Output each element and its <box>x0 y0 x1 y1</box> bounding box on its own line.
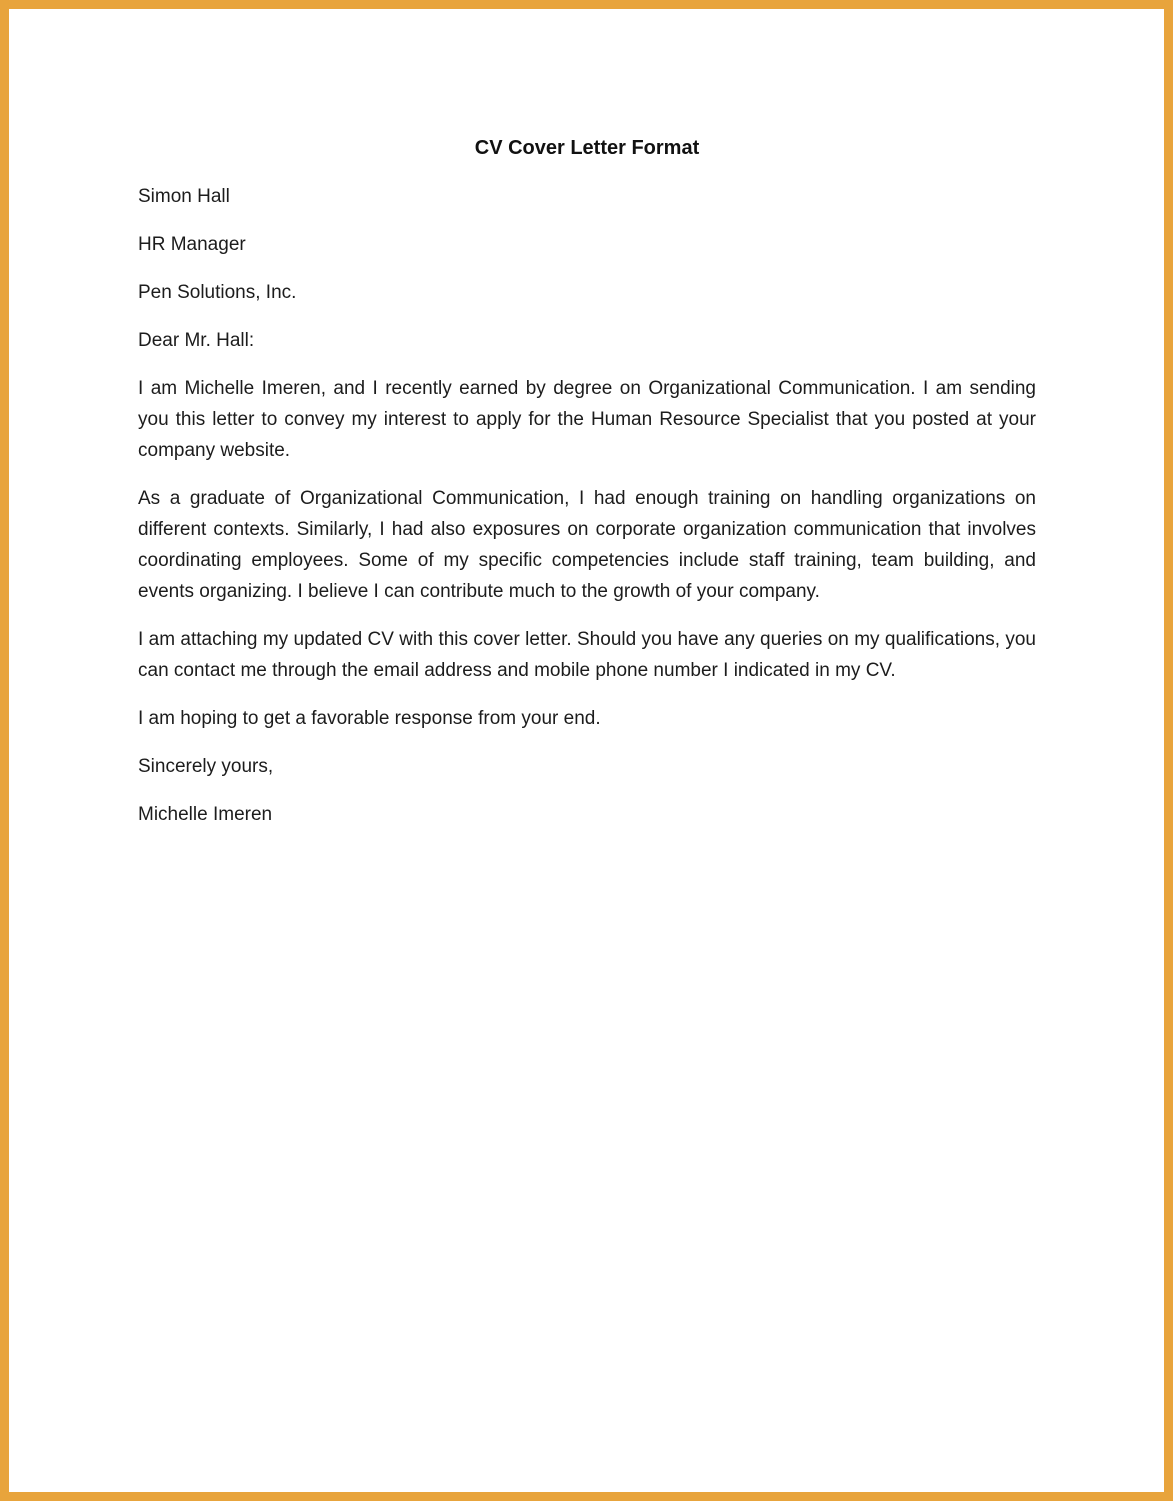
body-paragraph-qualifications: As a graduate of Organizational Communication, I had enough training on handling organizations on different contexts. Similarly, I had also exposures on corporate organization communication that involves coordinating employees. Some of my specific competencies include staff training, team building, and events organizing. I believe I can contribute much to the growth of your company. <box>138 488 1036 602</box>
letter-content <box>9 9 1164 830</box>
letter-title: CV Cover Letter Format <box>474 137 700 159</box>
recipient-position: HR Manager <box>138 234 246 255</box>
recipient-company: Pen Solutions, Inc. <box>138 282 297 303</box>
recipient-name: Simon Hall <box>138 186 230 207</box>
body-paragraph-attachment: I am attaching my updated CV with this cover letter. Should you have any queries on my qualifications, you can contact me through the email address and mobile phone number I indicated in my CV. <box>138 629 1036 681</box>
signature-name: Michelle Imeren <box>138 804 273 825</box>
body-paragraph-intro: I am Michelle Imeren, and I recently earned by degree on Organizational Communication. I am sending you this letter to convey my interest to apply for the Human Resource Specialist that you posted at your company website. <box>138 378 1036 461</box>
body-paragraph-hoping: I am hoping to get a favorable response from your end. <box>138 708 601 729</box>
salutation: Dear Mr. Hall: <box>138 330 255 351</box>
closing: Sincerely yours, <box>138 756 274 777</box>
